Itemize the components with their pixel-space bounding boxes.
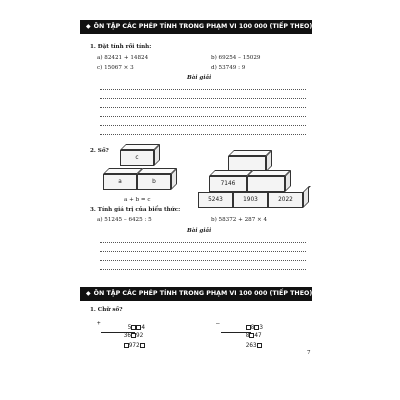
diamond-icon: ◆ <box>86 23 91 30</box>
digit: 2 <box>245 342 250 349</box>
answer-line[interactable] <box>100 242 306 243</box>
section-banner-title: ÔN TẬP CÁC PHÉP TÍNH TRONG PHẠM VI 100 000 (TIẾP THEO) <box>93 290 312 297</box>
box-bottom-right-label: b <box>137 174 171 190</box>
digit: 9 <box>135 332 140 339</box>
digit: 3 <box>123 332 128 339</box>
section-banner <box>80 287 312 301</box>
digit: 6 <box>127 332 131 339</box>
sum-rule <box>101 332 135 333</box>
answer-line[interactable] <box>100 89 306 90</box>
digit: 2 <box>135 342 140 349</box>
question-1-item-d: d) 53749 : 9 <box>211 65 246 71</box>
digit: 5 <box>127 324 132 331</box>
question-3-item-a: a) 51245 – 6425 : 5 <box>97 217 152 223</box>
box-bottom-left-label: a <box>103 174 137 190</box>
digit: 2 <box>139 332 144 339</box>
answer-line[interactable] <box>100 269 306 270</box>
digit: 3 <box>252 342 257 349</box>
digit: 6 <box>249 342 253 349</box>
question-1-item-a: a) 82421 + 14824 <box>97 55 149 61</box>
box-bottom-2-value: 1903 <box>233 192 268 208</box>
addition-result <box>102 334 145 358</box>
answer-line[interactable] <box>100 134 306 135</box>
digit: 8 <box>245 332 250 339</box>
solution-label: Bài giải <box>187 75 212 81</box>
addition-sign: + <box>97 320 101 327</box>
digit: 7 <box>257 332 262 339</box>
subtraction-result <box>224 334 262 358</box>
box-middle-right-value[interactable] <box>247 176 285 192</box>
solution-label: Bài giải <box>187 228 212 234</box>
box-bottom-1-value: 5243 <box>198 192 233 208</box>
answer-line[interactable] <box>100 260 306 261</box>
digit: 4 <box>254 332 258 339</box>
question-2-title: 2. Số? <box>90 148 109 154</box>
diamond-icon: ◆ <box>86 290 91 297</box>
section-2-question-1-title: 1. Chữ số? <box>90 307 123 313</box>
section-banner <box>80 20 312 34</box>
digit: 9 <box>128 342 133 349</box>
digit: 4 <box>141 324 145 331</box>
pyramid-formula: a + b = c <box>124 197 151 203</box>
question-3-title: 3. Tính giá trị của biểu thức: <box>90 207 181 213</box>
answer-line[interactable] <box>100 125 306 126</box>
question-1-item-b: b) 69254 – 15029 <box>211 55 261 61</box>
blank-digit-box[interactable] <box>257 343 262 348</box>
answer-line[interactable] <box>100 251 306 252</box>
page-number: 7 <box>307 350 311 356</box>
difference-rule <box>221 332 251 333</box>
question-3-item-b: b) 58372 + 287 × 4 <box>211 217 268 223</box>
blank-digit-box[interactable] <box>140 343 145 348</box>
answer-line[interactable] <box>100 107 306 108</box>
box-top-label: c <box>120 150 154 166</box>
section-banner-title: ÔN TẬP CÁC PHÉP TÍNH TRONG PHẠM VI 100 000 (TIẾP THEO) <box>93 23 312 30</box>
subtraction-sign: – <box>216 320 220 327</box>
box-bottom-3-value: 2022 <box>268 192 303 208</box>
question-1-title: 1. Đặt tính rồi tính: <box>90 44 152 50</box>
digit: 7 <box>132 342 136 349</box>
question-1-item-c: c) 15067 × 3 <box>97 65 134 71</box>
answer-line[interactable] <box>100 116 306 117</box>
digit: 3 <box>259 324 263 331</box>
digit: 8 <box>250 324 255 331</box>
box-middle-left-value: 7146 <box>209 176 247 192</box>
answer-line[interactable] <box>100 98 306 99</box>
